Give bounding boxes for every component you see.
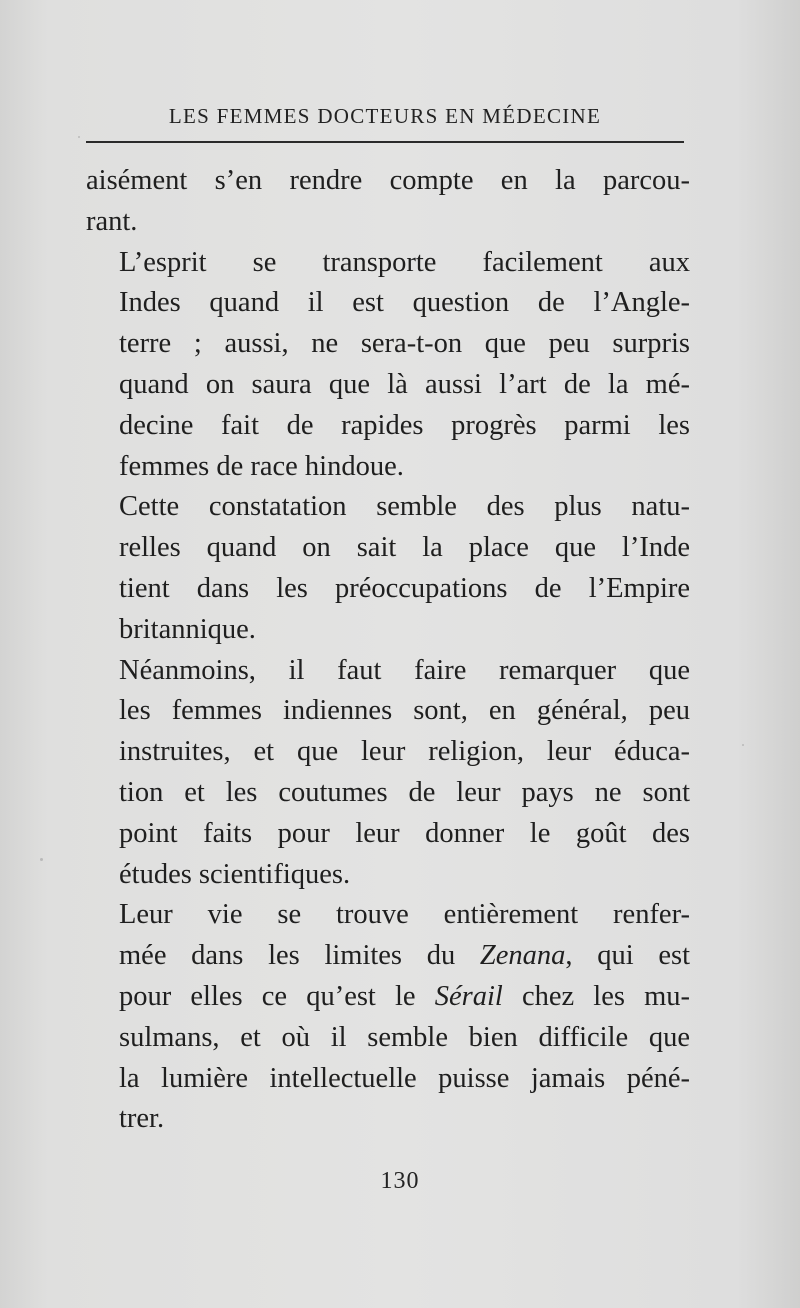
text-line-4: Indes quand il est question de l’Angle- — [119, 287, 690, 319]
page-body-text — [86, 161, 690, 1140]
scan-speck-1 — [78, 136, 80, 138]
scan-speck-2 — [40, 858, 43, 861]
text-line-6: quand on saura que là aussi l’art de la mé- — [119, 368, 690, 400]
text-line-2: rant. — [86, 205, 138, 237]
text-line-16: tion et les coutumes de leur pays ne sont — [119, 776, 690, 808]
text-line-3: L’esprit se transporte facilement aux — [119, 246, 690, 278]
text-line-20 — [86, 936, 690, 977]
paragraph-3 — [86, 487, 690, 650]
zenana-term: Zenana — [479, 940, 566, 972]
scan-speck-3 — [742, 744, 744, 746]
text-line-21 — [86, 977, 690, 1018]
text-line-15: instruites, et que leur religion, leur éduca- — [119, 736, 690, 768]
text-line-12: britannique. — [119, 613, 256, 645]
text-line-9: Cette constatation semble des plus natu- — [119, 491, 690, 523]
text-line-8: femmes de race hindoue. — [119, 450, 404, 482]
text-line-11: tient dans les préoccupations de l’Empire — [119, 572, 690, 604]
text-line-23: la lumière intellectuelle puisse jamais péné- — [119, 1062, 690, 1094]
text-line-5: terre ; aussi, ne sera-t-on que peu surpris — [119, 328, 690, 360]
text-line-7: decine fait de rapides progrès parmi les — [119, 409, 690, 441]
text-line-20-start: mée dans les limites du — [119, 940, 480, 972]
paragraph-2 — [86, 243, 690, 488]
text-line-21-end: chez les mu- — [502, 980, 690, 1012]
running-head: LES FEMMES DOCTEURS EN MÉDECINE — [168, 104, 602, 128]
serail-term: Sérail — [434, 980, 503, 1012]
paragraph-1 — [86, 161, 690, 243]
text-line-1: aisément s’en rendre compte en la parcou- — [86, 165, 690, 196]
text-line-22: sulmans, et où il semble bien difficile que — [119, 1021, 690, 1053]
paragraph-5 — [86, 895, 690, 1140]
text-line-20-end: , qui est — [565, 940, 691, 972]
text-line-24: trer. — [119, 1103, 165, 1135]
header-rule — [86, 141, 684, 143]
text-line-13: Néanmoins, il faut faire remarquer que — [119, 654, 690, 686]
paragraph-4 — [86, 651, 690, 896]
text-line-21-start: pour elles ce qu’est le — [119, 980, 435, 1012]
text-line-10: relles quand on sait la place que l’Inde — [119, 532, 690, 564]
page-number: 130 — [380, 1168, 420, 1194]
text-line-19: Leur vie se trouve entièrement renfer- — [119, 899, 690, 931]
text-line-14: les femmes indiennes sont, en général, peu — [119, 695, 690, 727]
text-line-17: point faits pour leur donner le goût des — [119, 817, 690, 849]
text-line-18: études scientifiques. — [119, 858, 351, 890]
